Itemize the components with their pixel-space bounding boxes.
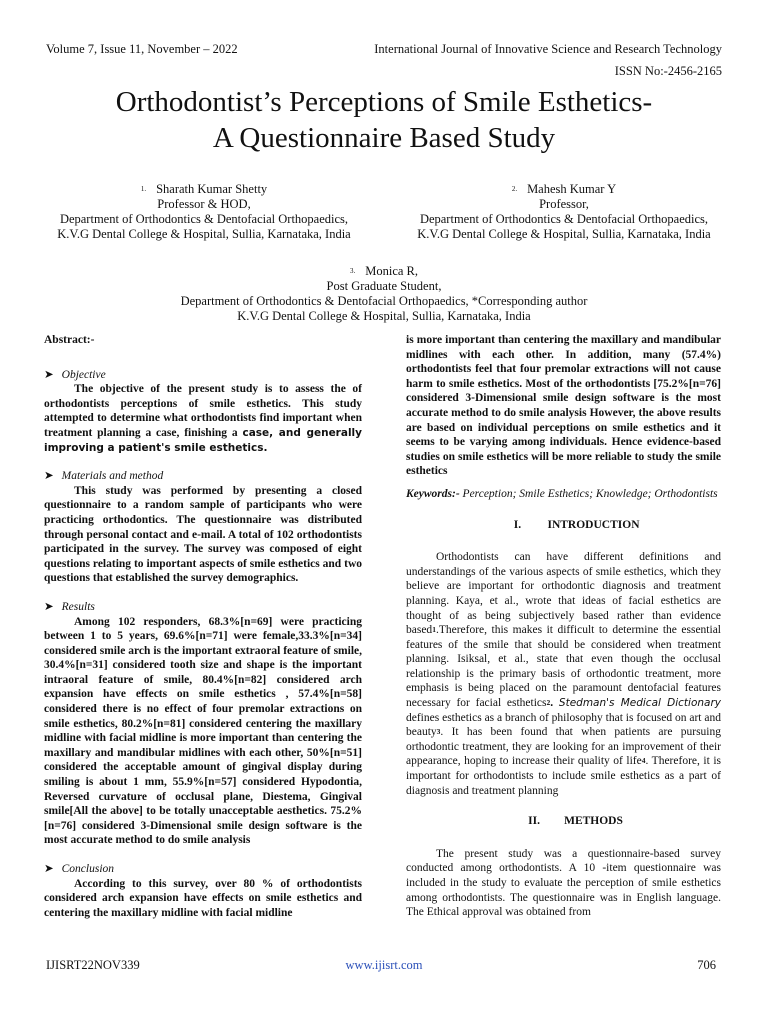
bullet-arrow-icon: ➤ bbox=[44, 863, 54, 875]
bullet-arrow-icon: ➤ bbox=[44, 368, 54, 381]
bullet-arrow-icon: ➤ bbox=[44, 470, 54, 483]
title-line-2: A Questionnaire Based Study bbox=[212, 122, 556, 154]
keywords bbox=[406, 487, 721, 502]
objective-text: The objective of the present study is to assess the of orthodontists perceptions of smile esthetics. This study attempted to determine what orthodontists find important when treatment planning a case, finishing a case, and generally improving a patient's smile esthetics. bbox=[44, 383, 362, 454]
citation-2: 2 bbox=[546, 698, 551, 708]
conclusion-heading: ➤ Conclusion bbox=[44, 863, 115, 875]
author-name: Mahesh Kumar Y bbox=[527, 182, 617, 196]
objective-heading: ➤ Objective bbox=[44, 368, 106, 381]
author-dept: Department of Orthodontics & Dentofacial Orthopaedics, bbox=[419, 212, 709, 226]
issn: ISSN No:-2456-2165 bbox=[614, 64, 722, 78]
author-2 bbox=[404, 182, 724, 242]
author-inst: K.V.G Dental College & Hospital, Sullia, Karnataka, India bbox=[237, 309, 531, 323]
citation-3: 3 bbox=[436, 727, 441, 737]
methods-heading: ➤ Materials and method bbox=[44, 470, 164, 483]
journal-url-link[interactable]: www.ijisrt.com bbox=[345, 958, 423, 972]
results-text: Among 102 responders, 68.3%[n=69] were practicing between 1 to 5 years, 69.6%[n=71] were female,33.3%[n=34] considered smile arch is the important extraoral feature of smile, 30.4%[n=31] considered tooth size and shape is the important intraoral feature of smile, 80.4%[n=82] considered arch expansion have effects on smile esthetics , 57.4%[n=58] considered there is no effect of four premolar extractions on smile esthetics, 80.2%[n=81] considered centering the maxillary midline with facial midline is more important than centering the maxillary and mandibular midlines with each other, 50%[n=51] considered the acceptable amount of gingival display during smiling is about 1 mm, 55.9%[n=57] considered Hypodontia, Reversed curvature of occlusal plane, Diestema, Gingival smile[All the above] to be totally unacceptable aesthetics. 75.2%[n=76] considered 3-Dimensional smile design software is the most accurate method to do smile analysis bbox=[44, 615, 362, 847]
keywords-text: Perception; Smile Esthetics; Knowledge; Orthodontists bbox=[462, 487, 718, 500]
conclusion-continued: is more important than centering the maxillary and mandibular midlines with each other. In addition, many (57.4%) orthodontists feel that four premolar extractions will not cause harm to smile esthetics. Most of the orthodontists [75.2%[n=76] considered 3-Dimensional smile design software is the most accurate method to do smile analysis However, the above results are based on individual perceptions on smile esthetics and it seems to be varying among individuals. Hence evidence-based studies on smile esthetics will be more reliable to study the smile esthetics bbox=[406, 334, 721, 478]
dictionary-name: Stedman's Medical Dictionary bbox=[558, 697, 722, 710]
title-line-1: Orthodontist’s Perceptions of Smile Esthetics- bbox=[115, 86, 653, 118]
author-number: 1. bbox=[140, 185, 147, 193]
volume-info: Volume 7, Issue 11, November – 2022 bbox=[46, 42, 238, 56]
keywords-label: Keywords:- bbox=[406, 487, 460, 500]
author-number: 3. bbox=[349, 267, 356, 275]
author-dept: Department of Orthodontics & Dentofacial Orthopaedics, bbox=[59, 212, 349, 226]
citation-4: 4 bbox=[641, 756, 646, 766]
section-heading-methods: II. METHODS bbox=[528, 815, 623, 828]
objective-tail: case, and generally improving a patient's smile esthetics. bbox=[44, 426, 362, 454]
journal-name: International Journal of Innovative Science and Research Technology bbox=[374, 42, 722, 56]
article-id: IJISRT22NOV339 bbox=[46, 958, 140, 972]
author-inst: K.V.G Dental College & Hospital, Sullia, Karnataka, India bbox=[417, 227, 711, 241]
author-name: Sharath Kumar Shetty bbox=[156, 182, 268, 196]
citation-1: 1 bbox=[432, 625, 436, 635]
author-3 bbox=[0, 264, 768, 324]
author-role: Professor, bbox=[539, 197, 589, 211]
methods-text: This study was performed by presenting a closed questionnaire to a random sample of participants who were practicing orthodontics. The questionnaire was distributed through personal contact and e-mail. A total of 102 orthodontists participated in the survey. The survey was composed of eight questions relating to important aspects of smile esthetics and two questions that established the survey demographics. bbox=[44, 484, 362, 585]
author-role: Professor & HOD, bbox=[157, 197, 251, 211]
right-column bbox=[406, 333, 721, 920]
author-number: 2. bbox=[511, 185, 518, 193]
section-heading-introduction: I. INTRODUCTION bbox=[513, 518, 640, 531]
page-number: 706 bbox=[697, 958, 716, 972]
left-column bbox=[44, 333, 362, 920]
author-dept: Department of Orthodontics & Dentofacial Orthopaedics, *Corresponding author bbox=[180, 294, 588, 308]
author-role: Post Graduate Student, bbox=[326, 279, 442, 293]
bullet-arrow-icon: ➤ bbox=[44, 600, 54, 613]
author-name: Monica R, bbox=[365, 264, 419, 278]
introduction-paragraph: Orthodontists can have different definitions and understandings of the various aspects of smile esthetics, which they believe are important for orthodontic diagnosis and treatment planning. Kaya, et al., wrote that ideas of facial esthetics are thought of as being subjectively based rather than evidence based$^1$.Therefore, this makes it difficult to determine the essential features of the smile that should be considered when treatment planning. Isiksal, et al., state that even though the occlusal relationship is the primary basis of orthodontic treatment, more emphasis is being placed on the paramount dentofacial features necessary for facial esthetics$^2$. Stedman's Medical Dictionary defines esthetics as a branch of philosophy that is focused on art and beauty$^3$. It has been found that when patients are pursuing orthodontic treatment, they are looking for an improvement of their appearance, hoping to increase their quality of life$^4$. Therefore, it is important for orthodontists to include smile esthetics as a part of diagnosis and treatment planning bbox=[406, 551, 722, 797]
conclusion-text: According to this survey, over 80 % of orthodontists considered arch expansion have effects on smile esthetics and centering the maxillary midline with facial midline bbox=[44, 877, 362, 919]
results-heading: ➤ Results bbox=[44, 600, 95, 613]
author-1 bbox=[44, 182, 364, 242]
author-inst: K.V.G Dental College & Hospital, Sullia, Karnataka, India bbox=[57, 227, 351, 241]
paper-title bbox=[0, 84, 768, 156]
abstract-heading: Abstract:- bbox=[44, 334, 95, 346]
methods-paragraph: The present study was a questionnaire-based survey conducted among orthodontists. A 10 -item questionnaire was included in the study to evaluate the perception of smile esthetics among orthodontists. The questionnaire was in English language. The Ethical approval was obtained from bbox=[406, 847, 721, 919]
